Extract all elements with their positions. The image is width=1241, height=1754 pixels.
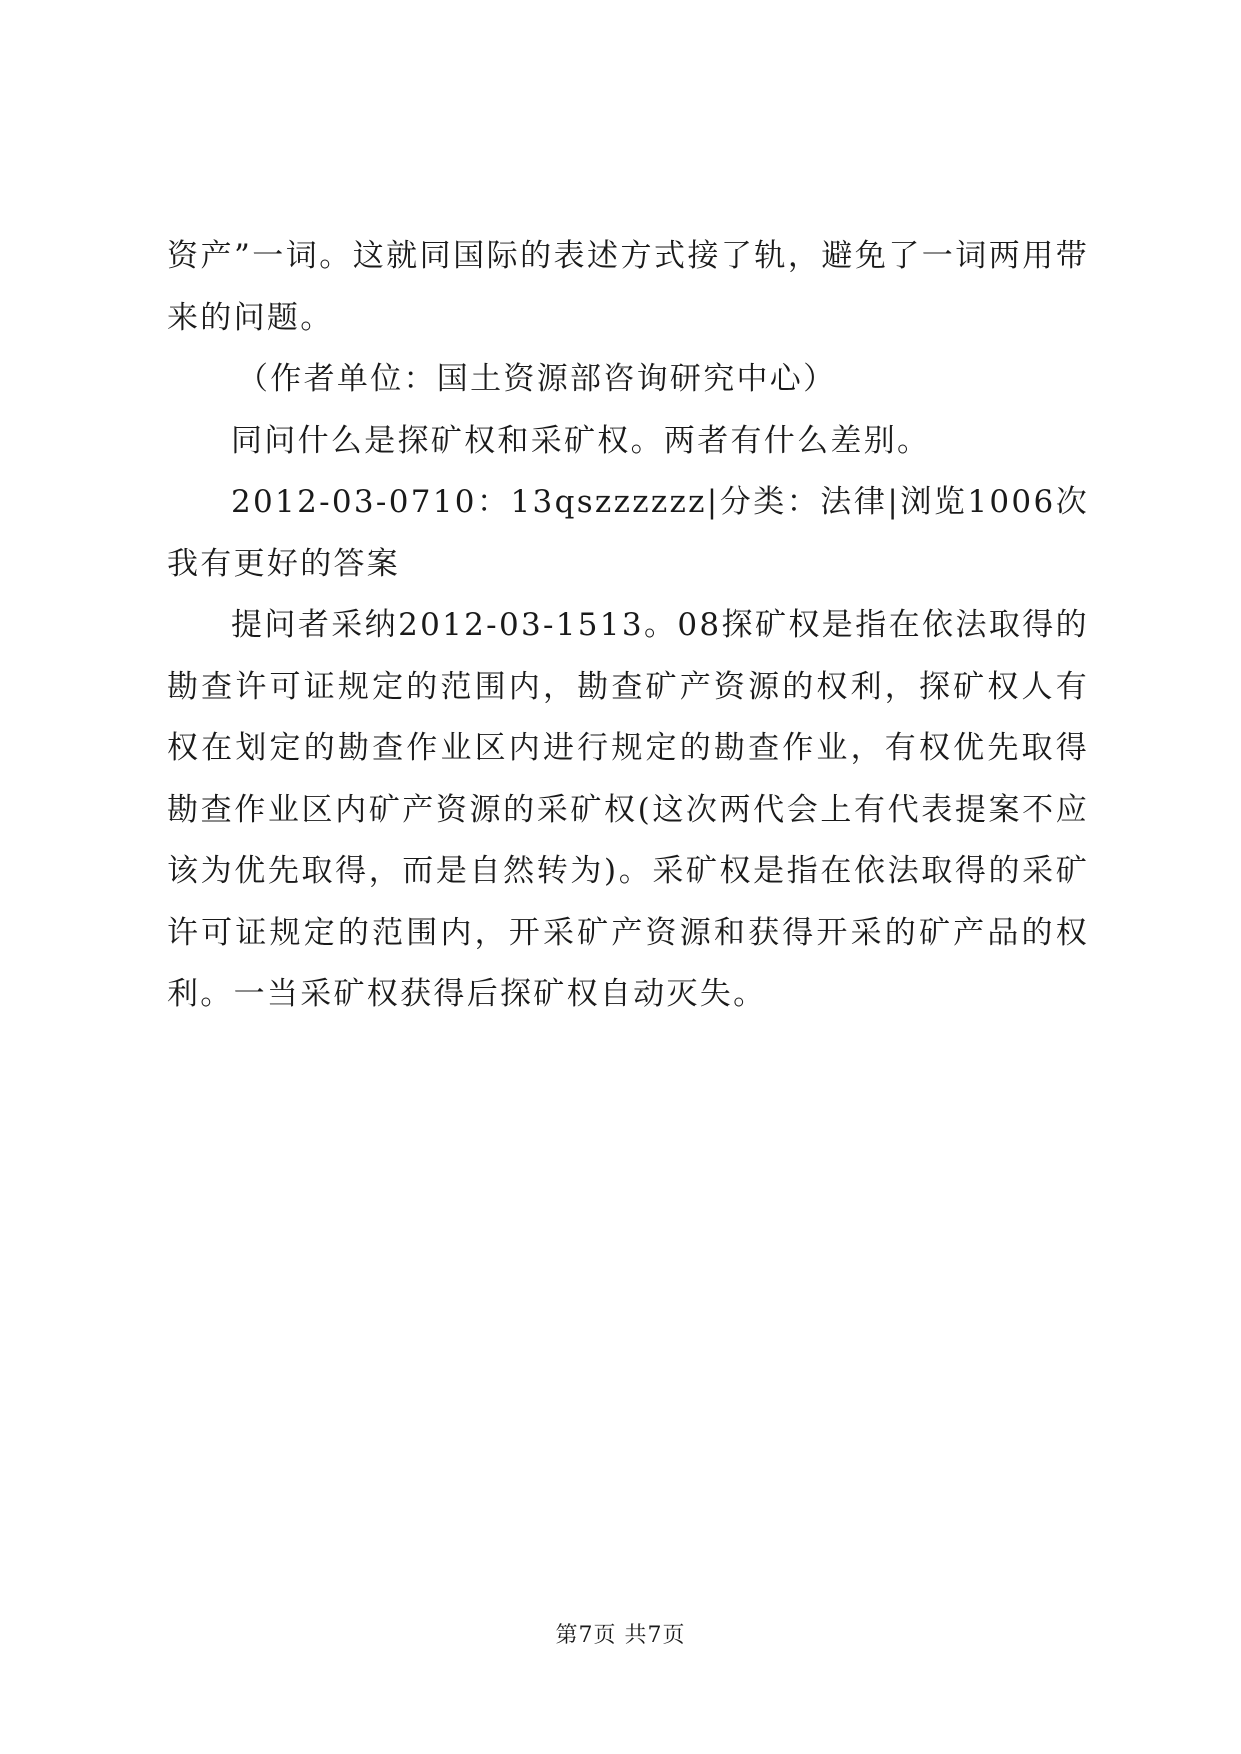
document-body xyxy=(167,226,1089,1026)
page-footer: 第7页 共7页 xyxy=(555,1623,686,1648)
paragraph-question-meta: 2012-03-0710：13qszzzzzz|分类：法律|浏览1006次我有更好的答案 xyxy=(167,484,1089,582)
paragraph-continuation: 资产”一词。这就同国际的表述方式接了轨，避免了一词两用带来的问题。 xyxy=(167,238,1089,336)
paragraph-question: 同问什么是探矿权和采矿权。两者有什么差别。 xyxy=(231,422,931,459)
paragraph-answer: 提问者采纳2012-03-1513。08探矿权是指在依法取得的勘查许可证规定的范围内，勘查矿产资源的权利，探矿权人有权在划定的勘查作业区内进行规定的勘查作业，有权优先取得勘查作业区内矿产资源的采矿权(这次两代会上有代表提案不应该为优先取得，而是自然转为)。采矿权是指在依法取得的采矿许可证规定的范围内，开采矿产资源和获得开采的矿产品的权利。一当采矿权获得后探矿权自动灭失。 xyxy=(167,607,1089,1012)
paragraph-author-affiliation: （作者单位：国土资源部咨询研究中心） xyxy=(237,361,837,397)
